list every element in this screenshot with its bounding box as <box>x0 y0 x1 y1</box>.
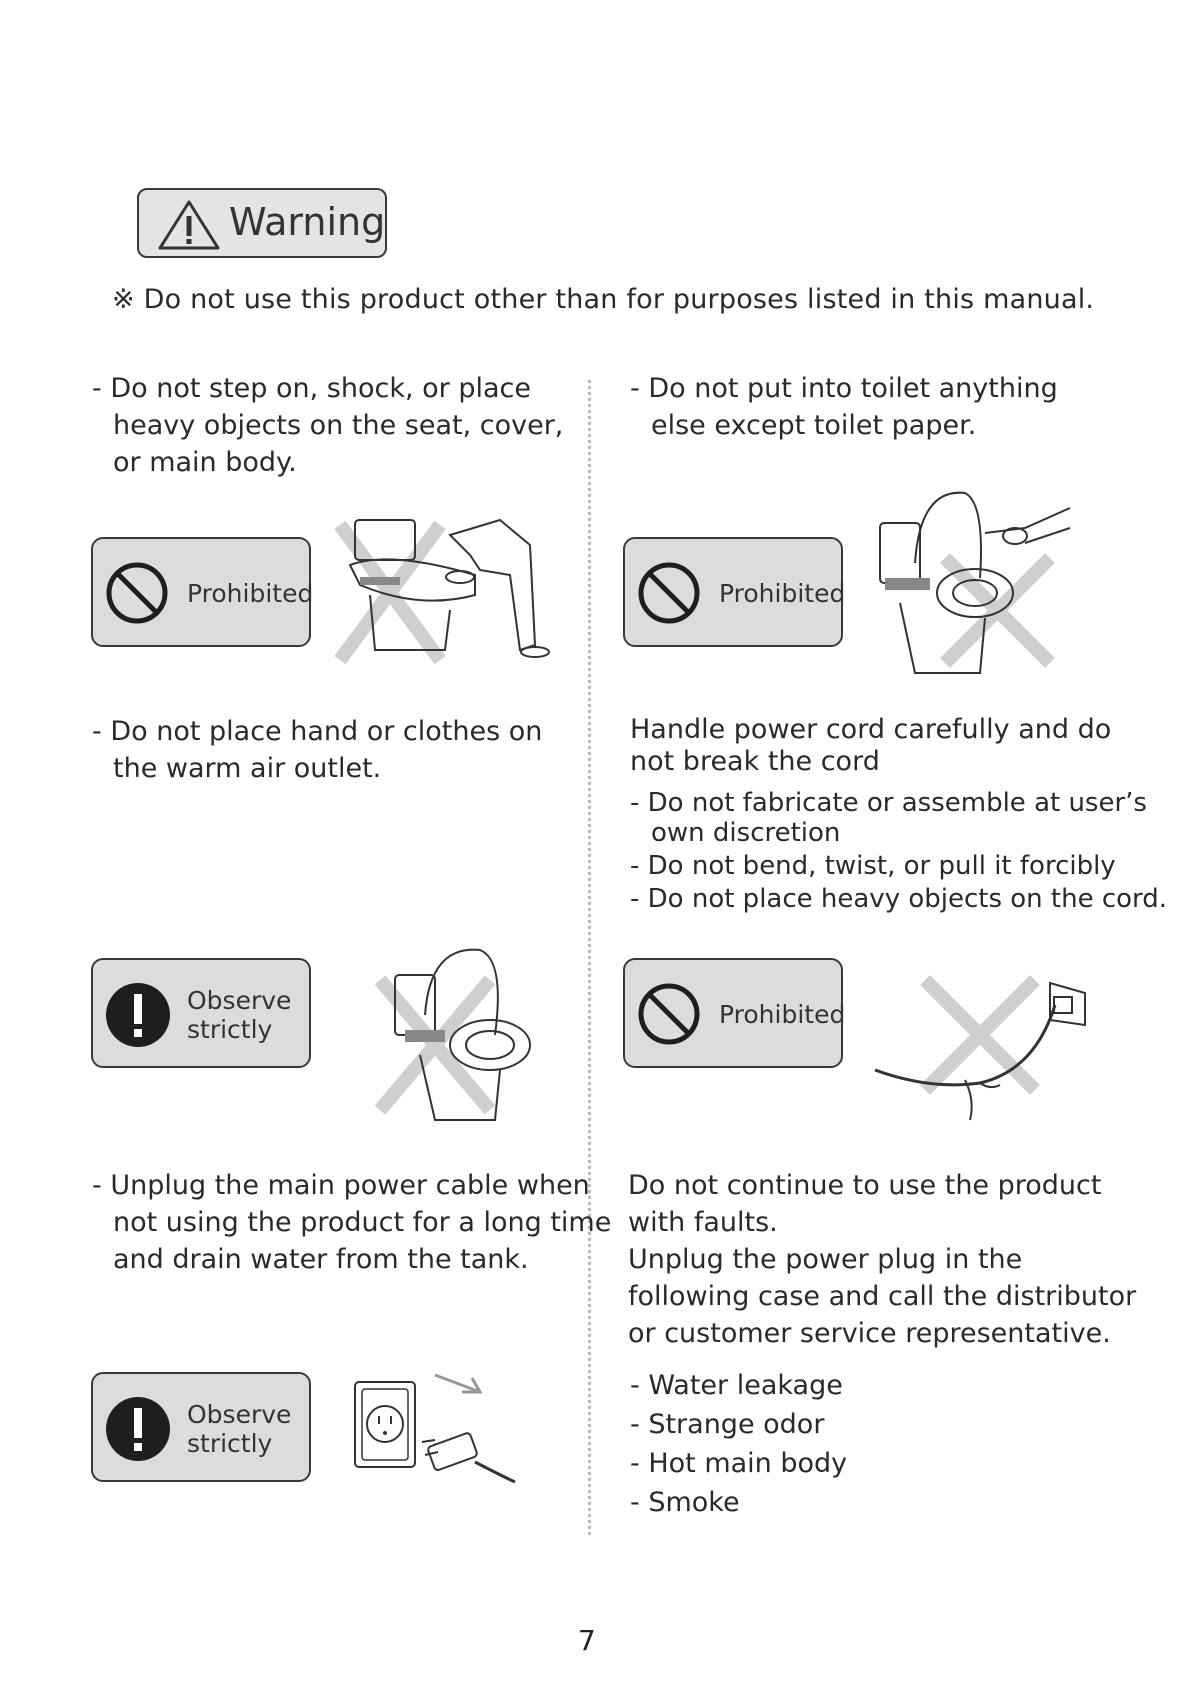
text-line: - Do not place hand or clothes on <box>92 716 543 747</box>
text-line: heavy objects on the seat, cover, <box>113 410 564 441</box>
text-line: else except toilet paper. <box>651 410 977 441</box>
column-divider <box>588 380 591 1535</box>
stepping-on-toilet-illustration <box>330 515 550 665</box>
prohibited-icon <box>105 561 169 625</box>
usage-notice: ※ Do not use this product other than for purposes listed in this manual. <box>112 284 1095 315</box>
left-item1-text <box>92 370 563 481</box>
text-line: and drain water from the tank. <box>113 1244 529 1275</box>
right-item1-text <box>630 370 1058 444</box>
prohibited-badge <box>91 537 314 647</box>
exclamation-icon <box>105 1396 171 1462</box>
right-item2-heading <box>630 714 1111 778</box>
prohibited-badge <box>623 537 846 647</box>
right-item3-text <box>628 1167 1136 1352</box>
bullet-line: - Water leakage <box>630 1370 843 1401</box>
prohibited-badge <box>623 958 846 1068</box>
warm-air-outlet-illustration <box>370 940 540 1130</box>
right-item3-bullets <box>630 1366 847 1522</box>
exclamation-icon <box>105 982 171 1048</box>
badge-label: Prohibited <box>719 579 846 608</box>
bullet-line: - Smoke <box>630 1487 740 1518</box>
bullet-line: - Do not bend, twist, or pull it forcibly <box>630 851 1116 881</box>
text-line: with faults. <box>628 1207 778 1238</box>
badge-label: Prohibited <box>187 579 314 608</box>
power-cord-illustration <box>870 975 1090 1135</box>
bullet-line: - Hot main body <box>630 1448 848 1479</box>
right-item2-bullets <box>630 787 1167 916</box>
text-line: or main body. <box>113 447 297 478</box>
bullet-line: - Strange odor <box>630 1409 825 1440</box>
left-item3-text <box>92 1167 611 1278</box>
text-line: not using the product for a long time <box>113 1207 612 1238</box>
text-line: Handle power cord carefully and do <box>630 714 1112 745</box>
unplug-illustration <box>350 1370 520 1500</box>
prohibited-icon <box>637 982 701 1046</box>
prohibited-icon <box>637 561 701 625</box>
warning-header <box>137 188 387 258</box>
left-item2-text <box>92 713 542 787</box>
badge-label: Prohibited <box>719 1000 846 1029</box>
text-line: the warm air outlet. <box>113 753 382 784</box>
bullet-line: - Do not fabricate or assemble at user’s <box>630 788 1147 818</box>
text-line: - Unplug the main power cable when <box>92 1170 590 1201</box>
text-line: not break the cord <box>630 746 880 777</box>
text-line: - Do not step on, shock, or place <box>92 373 531 404</box>
observe-badge <box>91 958 311 1068</box>
text-line: - Do not put into toilet anything <box>630 373 1058 404</box>
badge-label <box>187 986 291 1044</box>
text-line: Do not continue to use the product <box>628 1170 1102 1201</box>
bullet-line: - Do not place heavy objects on the cord. <box>630 884 1168 914</box>
toilet-paper-only-illustration <box>875 488 1075 678</box>
badge-label-line: Observe <box>187 1400 292 1429</box>
text-line: following case and call the distributor <box>628 1281 1137 1312</box>
badge-label-line: strictly <box>187 1429 273 1458</box>
page-number: 7 <box>578 1624 596 1657</box>
text-line: or customer service representative. <box>628 1318 1111 1349</box>
text-line: Unplug the power plug in the <box>628 1244 1023 1275</box>
observe-badge <box>91 1372 311 1482</box>
badge-label <box>187 1400 291 1458</box>
badge-label-line: strictly <box>187 1015 273 1044</box>
badge-label-line: Observe <box>187 986 292 1015</box>
bullet-line: own discretion <box>651 818 841 848</box>
warning-label: Warning <box>229 200 386 244</box>
warning-triangle-icon <box>157 199 221 251</box>
